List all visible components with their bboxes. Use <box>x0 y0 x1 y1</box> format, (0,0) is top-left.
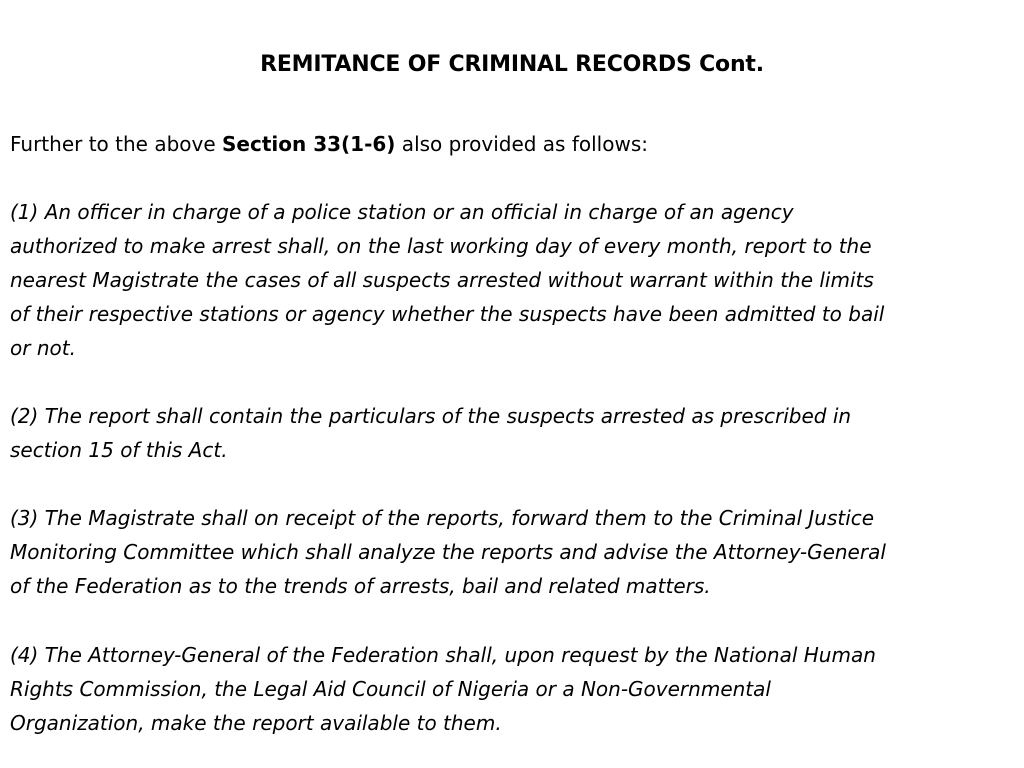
paragraph-2 <box>10 399 1015 467</box>
paragraph-line: nearest Magistrate the cases of all suspects arrested without warrant within the limits <box>10 268 874 292</box>
paragraph-line: section 15 of this Act. <box>10 438 228 462</box>
paragraph-line: or not. <box>10 336 76 360</box>
paragraph-line: of their respective stations or agency whether the suspects have been admitted to bail <box>10 302 885 326</box>
paragraph-line: Organization, make the report available to them. <box>10 711 502 735</box>
paragraph-line: of the Federation as to the trends of arrests, bail and related matters. <box>10 574 711 598</box>
paragraph-3 <box>10 501 1015 603</box>
paragraph-line: authorized to make arrest shall, on the last working day of every month, report to the <box>10 234 872 258</box>
intro-before: Further to the above <box>10 132 223 156</box>
slide-title: REMITANCE OF CRIMINAL RECORDS Cont. <box>260 52 764 77</box>
paragraph-line: (3) The Magistrate shall on receipt of the reports, forward them to the Criminal Justice <box>10 506 875 530</box>
paragraph-line: (4) The Attorney-General of the Federation shall, upon request by the National Human <box>10 643 876 667</box>
paragraph-line: (1) An officer in charge of a police station or an official in charge of an agency <box>10 200 794 224</box>
intro-after: also provided as follows: <box>395 132 648 156</box>
paragraph-1 <box>10 195 1015 365</box>
intro-text <box>10 127 1015 161</box>
intro-section-reference: Section 33(1-6) <box>222 132 396 156</box>
paragraph-line: (2) The report shall contain the particulars of the suspects arrested as prescribed in <box>10 404 852 428</box>
paragraph-line: Rights Commission, the Legal Aid Council of Nigeria or a Non-Governmental <box>10 677 771 701</box>
paragraph-line: Monitoring Committee which shall analyze the reports and advise the Attorney-General <box>10 540 886 564</box>
paragraph-4 <box>10 638 1015 740</box>
